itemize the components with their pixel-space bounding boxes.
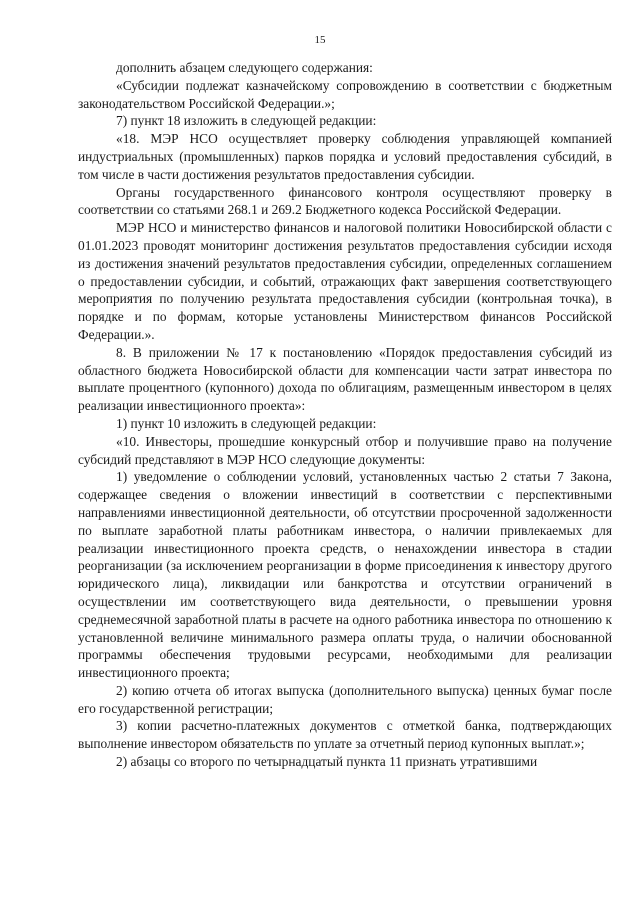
- page-number: 15: [314, 34, 326, 46]
- paragraph-point-10-edit: 1) пункт 10 изложить в следующей редакции:: [116, 415, 377, 431]
- paragraph-financial-control: Органы государственного финансового контроля осуществляют проверку в соответствии со статьями 268.1 и 269.2 Бюджетного кодекса Российской Федерации.: [78, 184, 612, 218]
- paragraph-point-10: «10. Инвесторы, прошедшие конкурсный отбор и получившие право на получение субсидий представляют в МЭР НСО следующие документы:: [78, 433, 612, 467]
- paragraph-monitoring: МЭР НСО и министерство финансов и налоговой политики Новосибирской области с 01.01.2023 проводят мониторинг достижения результатов предоставления субсидии исходя из достижения значений результатов предоставления субсидии, определенных соглашением о предоставлении субсидии, и событий, отражающих факт завершения соответствующего мероприятия по получению результата предоставления субсидии (контрольная точка), в порядке и по формам, которые установлены Министерством финансов Российской Федерации.».: [78, 220, 612, 342]
- paragraph-subitem-1-notice: 1) уведомление о соблюдении условий, установленных частью 2 статьи 7 Закона, содержащее сведения о вложении инвестиций в соответствии с перспективными направлениями инвестиционной деятельности, об отсутствии просроченной задолженности по выплате заработной платы работникам инвестора, о наличии привлекаемых для реализации инвестиционного проекта средств, о ненахождении инвестора в стадии реорганизации (за исключением реорганизации в форме присоединения к инвестору другого юридического лица), ликвидации или банкротства и отсутствии ограничений в осуществлении им соответствующего вида деятельности, о превышении уровня среднемесячной заработной платы в расчете на одного работника инвестора по отношению к установленной величине минимального размера оплаты труда, о наличии обоснованной программы обеспечения трудовыми ресурсами, необходимыми для реализации инвестиционного проекта;: [78, 469, 612, 681]
- paragraph-treasury-support: «Субсидии подлежат казначейскому сопровождению в соответствии с бюджетным законодательством Российской Федерации.»;: [78, 77, 612, 111]
- paragraph-subitem-2-report: 2) копию отчета об итогах выпуска (дополнительного выпуска) ценных бумаг после его государственной регистрации;: [78, 682, 612, 716]
- paragraph-subitem-3-payments: 3) копии расчетно-платежных документов с отметкой банка, подтверждающих выполнение инвестором обязательств по уплате за отчетный период купонных выплат.»;: [78, 718, 612, 752]
- paragraph-item-8-appendix-17: 8. В приложении № 17 к постановлению «Порядок предоставления субсидий из областного бюджета Новосибирской области для компенсации части затрат инвестора по выплате процентного (купонного) дохода по облигациям, размещенным инвестором в целях реализации инвестиционного проекта»:: [78, 344, 612, 414]
- paragraph-add-clause: дополнить абзацем следующего содержания:: [116, 60, 373, 75]
- document-body: [78, 59, 612, 771]
- paragraph-point-11-repeal: 2) абзацы со второго по четырнадцатый пункта 11 признать утратившими: [116, 754, 538, 770]
- paragraph-point-18: «18. МЭР НСО осуществляет проверку соблюдения управляющей компанией индустриальных (промышленных) парков порядка и условий предоставления субсидий, в том числе в части достижения результатов предоставления субсидии.: [78, 131, 612, 182]
- paragraph-item-7: 7) пункт 18 изложить в следующей редакции:: [116, 113, 377, 129]
